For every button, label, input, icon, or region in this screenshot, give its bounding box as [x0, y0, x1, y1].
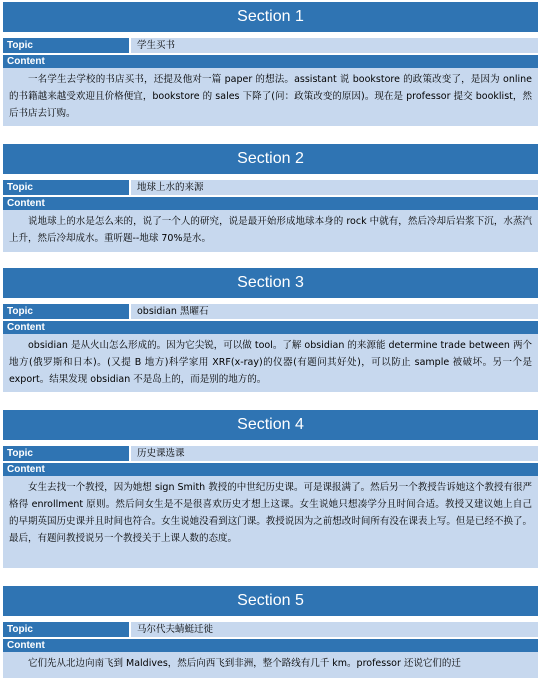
topic-value: 马尔代夫蜻蜓迁徙: [131, 622, 538, 637]
content-label: Content: [3, 463, 538, 476]
section-header: Section 1: [3, 2, 538, 32]
topic-value: 地球上水的来源: [131, 180, 538, 195]
topic-label: Topic: [3, 180, 129, 195]
topic-row: [3, 38, 538, 53]
topic-row: [3, 622, 538, 637]
topic-row: [3, 304, 538, 319]
topic-value: 历史课选课: [131, 446, 538, 461]
topic-value: obsidian 黑曜石: [131, 304, 538, 319]
section-2: [3, 144, 538, 252]
topic-label: Topic: [3, 304, 129, 319]
section-1: [3, 2, 538, 126]
topic-label: Topic: [3, 446, 129, 461]
section-3: [3, 268, 538, 392]
section-4: [3, 410, 538, 568]
content-label: Content: [3, 55, 538, 68]
content-label: Content: [3, 197, 538, 210]
topic-label: Topic: [3, 622, 129, 637]
content-label: Content: [3, 639, 538, 652]
topic-label: Topic: [3, 38, 129, 53]
section-header: Section 2: [3, 144, 538, 174]
topic-row: [3, 180, 538, 195]
section-header: Section 5: [3, 586, 538, 616]
content-body: 它们先从北边向南飞到 Maldives，然后向西飞到非洲，整个路线有几千 km。professor 还说它们的迁: [3, 652, 538, 678]
section-5: [3, 586, 538, 678]
topic-row: [3, 446, 538, 461]
content-body: obsidian 是从火山怎么形成的。因为它尖锐，可以做 tool。了解 obsidian 的来源能 determine trade between 两个地方(俄罗斯和日本)。(又提 B 地方)科学家用 XRF(x-ray)的仪器(有题问其好处)，可以防止 sample 被破坏。另一个是 export。结果发现 obsidian 不是岛上的，而是别的地方的。: [3, 334, 538, 392]
section-header: Section 3: [3, 268, 538, 298]
content-body: 说地球上的水是怎么来的，说了一个人的研究，说是最开始形成地球本身的 rock 中就有，然后冷却后岩浆下沉，水蒸汽上升，然后冷却成水。重听题--地球 70%是水。: [3, 210, 538, 252]
content-label: Content: [3, 321, 538, 334]
topic-value: 学生买书: [131, 38, 538, 53]
content-body: 一名学生去学校的书店买书，还提及他对一篇 paper 的想法。assistant 说 bookstore 的政策改变了，是因为 online 的书籍越来越受欢迎且价格便宜，bookstore 的 sales 下降了(问：政策改变的原因)。现在是 professor 提交 booklist，然后书店去订购。: [3, 68, 538, 126]
section-header: Section 4: [3, 410, 538, 440]
content-body: 女生去找一个教授，因为她想 sign Smith 教授的中世纪历史课。可是课报满了。然后另一个教授告诉她这个教授有很严格得 enrollment 原则。然后问女生是不是很喜欢历史才想上这课。女生说她只想凑学分且时间合适。教授又建议她上自己的早期英国历史课并且时间也符合。女生说她没看到这门课。教授说因为之前想改时间所有没在课表上写。但是已经不换了。最后，有题问教授说另一个教授关于上课人数的态度。: [3, 476, 538, 568]
